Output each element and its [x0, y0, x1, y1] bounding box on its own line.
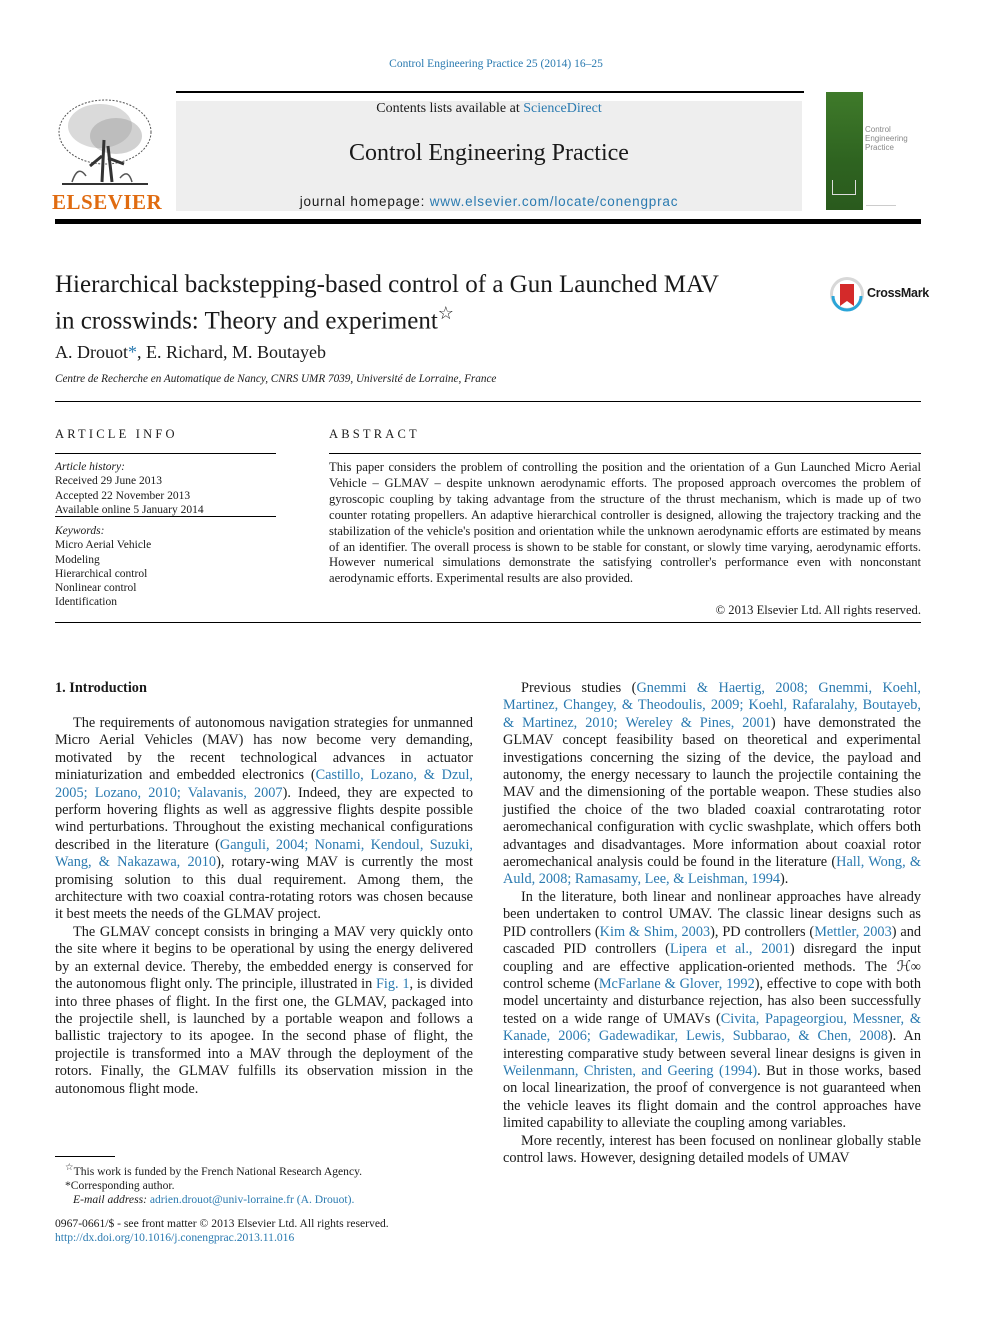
funding-footnote: ☆This work is funded by the French National Research Agency.: [65, 1162, 363, 1178]
sciencedirect-link[interactable]: ScienceDirect: [523, 101, 602, 116]
citation-link[interactable]: Gnemmi & Haertig, 2008; Gnemmi, Koehl, Martinez, Changey, & Theodoulis, 2009; Koehl, Rafaralahy, Boutayeb, & Martinez, 2010; Wereley & Pines, 2001: [503, 680, 921, 731]
crossmark-icon[interactable]: [829, 276, 865, 312]
paragraph: More recently, interest has been focused on nonlinear globally stable control laws. However, designing detailed models of UMAV: [503, 1132, 921, 1166]
citation-link[interactable]: Ganguli, 2004; Nonami, Kendoul, Suzuki, Wang, & Nakazawa, 2010: [55, 836, 473, 871]
journal-title: Control Engineering Practice: [349, 140, 629, 166]
citation-link[interactable]: Castillo, Lozano, & Dzul, 2005; Lozano, 2010; Valavanis, 2007: [55, 767, 474, 801]
homepage-link[interactable]: www.elsevier.com/locate/conengprac: [429, 194, 679, 209]
body-left-column: [55, 715, 473, 1098]
history-accepted: Accepted 22 November 2013: [55, 489, 191, 502]
cover-rule: [866, 205, 896, 206]
history-received: Received 29 June 2013: [55, 475, 162, 488]
keyword-item: Modeling: [55, 553, 100, 566]
doi-link[interactable]: http://dx.doi.org/10.1016/j.conengprac.2013.11.016: [55, 1231, 295, 1244]
paragraph: The GLMAV concept consists in bringing a MAV very quickly onto the site where it begins to be operational by using the energy delivered by an external device. Thereby, the embedded energy is conserved for the autonomous flight only. The principle, illustrated in Fig. 1, is divided into three phases of flight. In the first one, the GLMAV, packaged into the projectile shell, is launched by a portable weapon and follows a ballistic trajectory to its apogee. In the second phase of flight, the projectile is transformed into a MAV through the deployment of the rotors. Finally, the GLMAV fulfills its observation mission in the autonomous flight mode.: [55, 923, 473, 1097]
abstract-text: This paper considers the problem of controlling the position and the orientation of a Gun Launched Micro Aerial Vehicle – GLMAV – despite unknown aerodynamic efforts. The proposed approach overcomes the problem of gyroscopic coupling by taking advantage from the structure of the thrust mechanism, which is made up of two counter rotating propellers. An adaptive hierarchical controller is designed, allowing the trajectory tracking and the stabilization of the vehicle's position and orientation while the unknown aerodynamic efforts are estimated by means of an identifier. The overall process is shown to be stable for constant, or slowly time varying, aerodynamic efforts. However numerical simulations demonstrate the satisfying controller's performance even with nonconstant aerodynamic efforts. Experimental results are also provided.: [329, 460, 921, 586]
citation-link[interactable]: Weilenmann, Christen, and Geering (1994): [503, 1062, 758, 1079]
citation-link[interactable]: Kim & Shim, 2003: [599, 923, 711, 940]
abstract-heading: ABSTRACT: [329, 427, 420, 441]
author-list: A. Drouot*, E. Richard, M. Boutayeb: [55, 342, 326, 362]
email-footnote: E-mail address: adrien.drouot@univ-lorraine.fr (A. Drouot).: [73, 1192, 355, 1206]
journal-cover-thumbnail[interactable]: [826, 92, 863, 210]
article-title: Hierarchical backstepping-based control of a Gun Launched MAV in crosswinds: Theory and experiment☆: [55, 271, 719, 335]
header-top-rule: [176, 91, 804, 93]
citation-link[interactable]: McFarlane & Glover, 1992: [598, 975, 755, 992]
title-footnote-mark[interactable]: ☆: [437, 303, 454, 323]
author-email-link[interactable]: adrien.drouot@univ-lorraine.fr (A. Drouot).: [149, 1192, 355, 1206]
elsevier-wordmark[interactable]: ELSEVIER: [52, 190, 163, 214]
abstract-rule: [329, 453, 921, 454]
abstract-bottom-rule: [55, 622, 921, 623]
journal-homepage: journal homepage: www.elsevier.com/locate/conengprac: [299, 194, 679, 209]
citation-link[interactable]: Hall, Wong, & Auld, 2008; Ramasamy, Lee, & Leishman, 1994: [503, 854, 921, 888]
article-info-heading: ARTICLE INFO: [55, 427, 178, 441]
keywords: Keywords: Micro Aerial Vehicle Modeling Hierarchical control Nonlinear control Identification: [55, 524, 276, 610]
affiliation: Centre de Recherche en Automatique de Nancy, CNRS UMR 7039, Université de Lorraine, France: [55, 373, 497, 385]
corresponding-footnote: *Corresponding author.: [65, 1178, 175, 1192]
article-history: Article history: Received 29 June 2013 Accepted 22 November 2013 Available online 5 January 2014: [55, 460, 276, 517]
body-right-column: [503, 680, 921, 1167]
article-info-rule: [55, 453, 276, 454]
keyword-item: Micro Aerial Vehicle: [55, 539, 152, 552]
section-divider: [55, 401, 921, 402]
paragraph: The requirements of autonomous navigation strategies for unmanned Micro Aerial Vehicles (MAV) has now become very demanding, motivated by the recent technological advances in actuator miniaturization and embedded electronics (Castillo, Lozano, & Dzul, 2005; Lozano, 2010; Valavanis, 2007). Indeed, they are expected to perform hovering flights as well as aggressive flights despite possible wind perturbations. Throughout the existing mechanical configurations described in the literature (Ganguli, 2004; Nonami, Kendoul, Suzuki, Wang, & Nakazawa, 2010), rotary-wing MAV is currently the most promising solution to this dual requirement. Among them, the architecture with two coaxial contra-rotating rotors was chosen because it best meets the needs of the GLMAV project.: [55, 715, 474, 923]
history-online: Available online 5 January 2014: [55, 503, 204, 516]
crossmark-label[interactable]: CrossMark: [867, 286, 929, 300]
citation-link[interactable]: Mettler, 2003: [814, 923, 892, 940]
issn-line: 0967-0661/$ - see front matter © 2013 Elsevier Ltd. All rights reserved.: [55, 1217, 389, 1230]
cover-title-text: Control Engineering Practice: [865, 125, 908, 152]
paragraph: In the literature, both linear and nonlinear approaches have already been undertaken to control UMAV. The classic linear designs such as PID controllers (Kim & Shim, 2003), PD controllers (Mettler, 2003) and cascaded PID controllers (Lipera et al., 2001) disregard the input coupling and are effective application-oriented methods. The ℋ∞ control scheme (McFarlane & Glover, 1992), effective to cope with both model uncertainty and disturbance rejection, has also been successfully tested on a wide range of UMAVs (Civita, Papageorgiou, Messner, & Kanade, 2006; Gadewadikar, Lewis, Subbarao, & Chen, 2008). An interesting comparative study between several linear designs is given in Weilenmann, Christen, and Geering (1994). But in those works, based on local linearization, the proof of convergence is not guaranteed when the vehicle leaves its flight domain and the control approaches have limited capability to alleviate the coupling among variables.: [503, 888, 921, 1132]
keyword-item: Hierarchical control: [55, 567, 148, 580]
footnote-rule: [55, 1156, 115, 1157]
header-bottom-rule: [55, 219, 921, 224]
citation-link[interactable]: Lipera et al., 2001: [669, 941, 790, 958]
abstract-copyright: © 2013 Elsevier Ltd. All rights reserved.: [715, 603, 921, 617]
figure-link[interactable]: Fig. 1: [375, 976, 410, 993]
contents-line: Contents lists available at ScienceDirect: [376, 101, 602, 116]
keyword-item: Nonlinear control: [55, 582, 137, 595]
article-history-rule: [55, 516, 276, 517]
keyword-item: Identification: [55, 596, 117, 609]
footnotes: [65, 1161, 475, 1207]
section-heading-introduction: 1. Introduction: [55, 680, 147, 696]
citation-link[interactable]: Civita, Papageorgiou, Messner, & Kanade, 2006; Gadewadikar, Lewis, Subbarao, & Chen, 2008: [503, 1010, 921, 1045]
journal-reference[interactable]: Control Engineering Practice 25 (2014) 16–25: [389, 58, 603, 70]
corresponding-author-mark[interactable]: *: [128, 342, 137, 362]
paragraph: Previous studies (Gnemmi & Haertig, 2008; Gnemmi, Koehl, Martinez, Changey, & Theodoulis, 2009; Koehl, Rafaralahy, Boutayeb, & Martinez, 2010; Wereley & Pines, 2001) have demonstrated the GLMAV concept feasibility based on theoretical and experimental investigations concerning the sizing of the device, the payload and autonomy, the energy necessary to launch the projectile containing the MAV and the dimensioning of the portable weapon. These studies also justified the choice of the two bladed coaxial contrarotating rotor aeromechanical configuration with cyclic swashplate, which offers both advantages and disadvantages. More information about coaxial rotor aeromechanical analysis could be found in the literature (Hall, Wong, & Auld, 2008; Ramasamy, Lee, & Leishman, 1994).: [503, 680, 921, 888]
